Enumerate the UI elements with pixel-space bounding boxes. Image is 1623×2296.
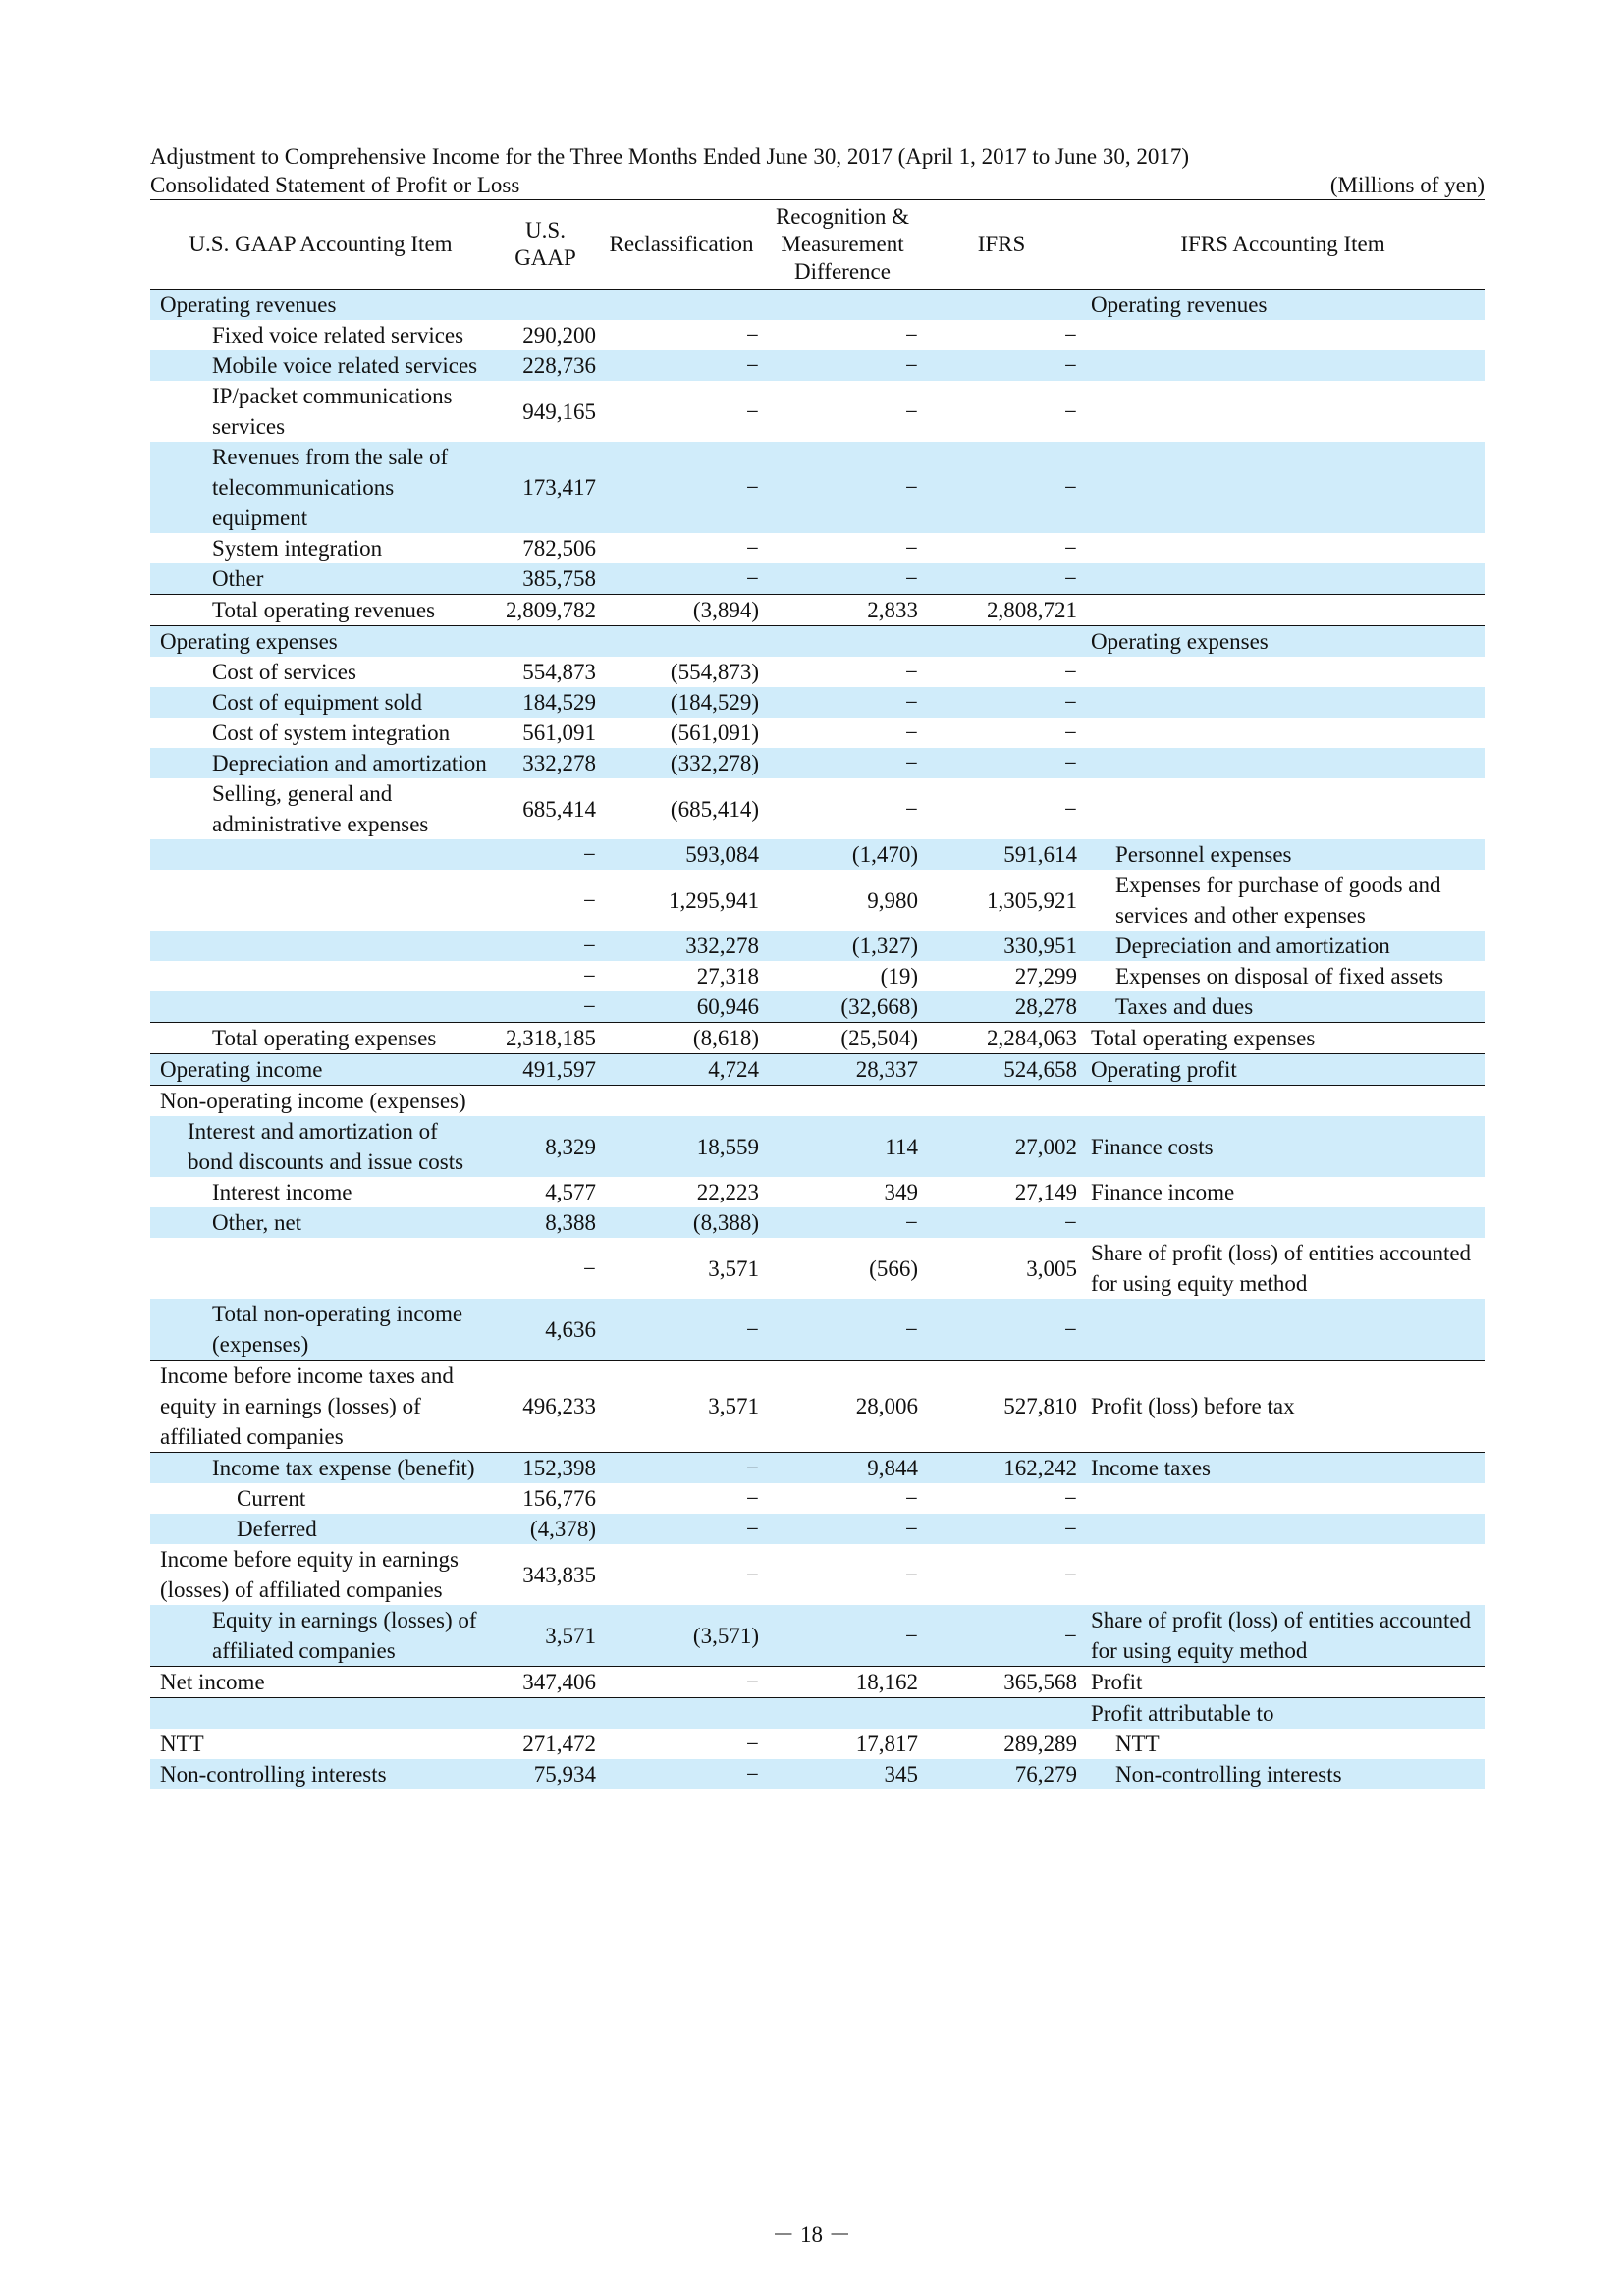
ifrs-item-cell: Personnel expenses (1081, 839, 1485, 870)
ifrs-value-cell: − (1064, 660, 1077, 684)
ifrs-item-cell: Operating revenues (1081, 290, 1485, 321)
recognition-difference-cell: (32,668) (763, 991, 922, 1023)
gaap-value-cell: 561,091 (522, 721, 596, 745)
gaap-value-cell: 554,873 (522, 660, 596, 684)
ifrs-value-cell: − (922, 442, 1081, 533)
table-row (150, 931, 1485, 961)
ifrs-value-cell: − (1064, 399, 1077, 424)
table-row (150, 1729, 1485, 1759)
ifrs-value-cell: − (1064, 796, 1077, 822)
reclassification-cell: − (600, 442, 763, 533)
ifrs-item-cell: Operating expenses (1081, 626, 1485, 658)
table-row (150, 687, 1485, 718)
reclassification-cell: − (600, 350, 763, 381)
ifrs-value-cell: 527,810 (922, 1361, 1081, 1453)
ifrs-item-cell: Expenses for purchase of goods and services and other expenses (1115, 873, 1441, 928)
gaap-item-cell: Net income (150, 1667, 491, 1698)
ifrs-value-cell: − (1064, 323, 1077, 347)
gaap-value-cell: 332,278 (491, 748, 600, 778)
reclassification-cell: (3,571) (600, 1605, 763, 1667)
gaap-item-cell: Operating expenses (150, 626, 491, 658)
recognition-difference-cell: 18,162 (763, 1667, 922, 1698)
table-row (150, 839, 1485, 870)
ifrs-value-cell (922, 290, 1081, 321)
gaap-value-cell: 2,318,185 (491, 1023, 600, 1054)
gaap-value-cell (491, 1698, 600, 1730)
ifrs-value-cell: − (922, 1207, 1081, 1238)
gaap-item-cell (150, 839, 491, 870)
gaap-value-cell: − (491, 839, 600, 870)
recognition-difference-cell (763, 1086, 922, 1117)
table-row (150, 1514, 1485, 1544)
table-row (150, 1667, 1485, 1698)
gaap-value-cell: 173,417 (491, 442, 600, 533)
reclassification-cell: − (746, 536, 759, 561)
gaap-value-cell (491, 290, 600, 321)
table-row (150, 442, 1485, 533)
reclassification-cell: 3,571 (600, 1361, 763, 1453)
col-header-gaap-item: U.S. GAAP Accounting Item (150, 200, 491, 290)
ifrs-item-cell: Profit (loss) before tax (1081, 1361, 1485, 1453)
ifrs-item-cell (1081, 748, 1485, 778)
ifrs-item-cell (1081, 595, 1485, 626)
table-row (150, 1483, 1485, 1514)
gaap-value-cell: (4,378) (491, 1514, 600, 1544)
recognition-difference-cell: − (763, 1514, 922, 1544)
table-row (150, 350, 1485, 381)
reclassification-cell: (561,091) (670, 721, 759, 745)
gaap-value-cell: 184,529 (491, 687, 600, 718)
reclassification-cell: (184,529) (600, 687, 763, 718)
recognition-difference-cell: 28,006 (763, 1361, 922, 1453)
gaap-value-cell: 271,472 (522, 1732, 596, 1756)
reclassification-cell (600, 1698, 763, 1730)
reclassification-cell: 593,084 (600, 839, 763, 870)
ifrs-item-cell (1081, 1299, 1485, 1361)
ifrs-item-cell: Operating profit (1081, 1054, 1485, 1086)
table-row (150, 1238, 1485, 1299)
ifrs-value-cell: 524,658 (922, 1054, 1081, 1086)
ifrs-value-cell (922, 1086, 1081, 1117)
recognition-difference-cell: − (763, 1207, 922, 1238)
ifrs-value-cell: 162,242 (922, 1453, 1081, 1484)
gaap-value-cell: 3,571 (491, 1605, 600, 1667)
table-row (150, 1299, 1485, 1361)
col-header-recognition (763, 200, 922, 290)
table-row (150, 778, 1485, 839)
recognition-difference-cell: − (905, 323, 918, 347)
gaap-value-cell: 75,934 (491, 1759, 600, 1789)
gaap-item-cell: Current (237, 1486, 306, 1511)
ifrs-value-cell: 330,951 (922, 931, 1081, 961)
table-row (150, 595, 1485, 626)
gaap-item-cell: Fixed voice related services (212, 323, 464, 347)
table-row (150, 290, 1485, 321)
gaap-item-cell: Interest income (212, 1180, 352, 1204)
gaap-item-cell: IP/packet communications services (212, 384, 453, 439)
reclassification-cell: (8,388) (600, 1207, 763, 1238)
recognition-difference-cell: − (763, 350, 922, 381)
ifrs-item-cell: Profit (1081, 1667, 1485, 1698)
gaap-value-cell: − (583, 1255, 596, 1281)
recognition-difference-cell: − (905, 1486, 918, 1511)
col-header-reclassification: Reclassification (600, 200, 763, 290)
ifrs-value-cell: − (1064, 1562, 1077, 1587)
gaap-value-cell: − (583, 964, 596, 988)
ifrs-value-cell: 289,289 (1003, 1732, 1077, 1756)
recognition-difference-cell: 349 (884, 1180, 918, 1204)
gaap-item-cell: Interest and amortization of bond discounts and issue costs (150, 1116, 491, 1177)
gaap-value-cell: 385,758 (491, 563, 600, 595)
gaap-value-cell: 347,406 (491, 1667, 600, 1698)
reclassification-cell: − (746, 323, 759, 347)
gaap-value-cell: 228,736 (491, 350, 600, 381)
ifrs-item-cell: Taxes and dues (1081, 991, 1485, 1023)
ifrs-item-cell (1081, 442, 1485, 533)
ifrs-value-cell: − (1064, 1486, 1077, 1511)
ifrs-value-cell: 2,284,063 (922, 1023, 1081, 1054)
recognition-difference-cell: − (763, 1299, 922, 1361)
ifrs-item-cell (1081, 718, 1485, 748)
recognition-difference-cell: − (763, 1605, 922, 1667)
ifrs-value-cell: 28,278 (922, 991, 1081, 1023)
reclassification-cell: (685,414) (670, 796, 759, 822)
ifrs-value-cell: − (922, 748, 1081, 778)
recognition-difference-cell: (1,327) (763, 931, 922, 961)
recognition-difference-cell: (566) (869, 1255, 918, 1281)
table-row (150, 961, 1485, 991)
ifrs-item-cell: Non-controlling interests (1081, 1759, 1485, 1789)
ifrs-value-cell: 1,305,921 (987, 887, 1077, 913)
ifrs-item-cell: Depreciation and amortization (1081, 931, 1485, 961)
reclassification-cell: 60,946 (600, 991, 763, 1023)
reconciliation-table (150, 200, 1485, 1789)
gaap-item-cell (150, 1238, 491, 1299)
gaap-item-cell: Cost of system integration (212, 721, 451, 745)
reclassification-cell: − (600, 1453, 763, 1484)
ifrs-item-cell: NTT (1115, 1732, 1160, 1756)
gaap-value-cell: 2,809,782 (491, 595, 600, 626)
recognition-difference-cell: 9,980 (867, 887, 918, 913)
gaap-item-cell: Income tax expense (benefit) (150, 1453, 491, 1484)
ifrs-item-cell (1081, 687, 1485, 718)
ifrs-item-cell: Share of profit (loss) of entities accounted for using equity method (1081, 1605, 1485, 1667)
gaap-value-cell: 8,388 (491, 1207, 600, 1238)
table-row (150, 1177, 1485, 1207)
table-row (150, 1698, 1485, 1730)
table-row (150, 1086, 1485, 1117)
gaap-item-cell: Other (150, 563, 491, 595)
gaap-item-cell: Non-controlling interests (150, 1759, 491, 1789)
gaap-item-cell (150, 961, 491, 991)
col-header-recognition-line: Difference (794, 259, 891, 284)
reclassification-cell (600, 626, 763, 658)
reclassification-cell: (3,894) (600, 595, 763, 626)
gaap-item-cell: Mobile voice related services (150, 350, 491, 381)
table-row (150, 1207, 1485, 1238)
reclassification-cell: 22,223 (696, 1180, 759, 1204)
table-header-row (150, 200, 1485, 290)
reclassification-cell: − (746, 399, 759, 424)
gaap-item-cell: Total operating expenses (150, 1023, 491, 1054)
recognition-difference-cell: − (763, 687, 922, 718)
recognition-difference-cell: 114 (763, 1116, 922, 1177)
ifrs-value-cell: − (922, 1605, 1081, 1667)
reclassification-cell: 18,559 (600, 1116, 763, 1177)
ifrs-value-cell: − (922, 1299, 1081, 1361)
gaap-item-cell: Operating revenues (150, 290, 491, 321)
gaap-item-cell: Equity in earnings (losses) of affiliated companies (150, 1605, 491, 1667)
ifrs-item-cell (1081, 1544, 1485, 1605)
recognition-difference-cell: (1,470) (763, 839, 922, 870)
reclassification-cell: − (746, 1732, 759, 1756)
ifrs-value-cell: − (1064, 721, 1077, 745)
table-row (150, 381, 1485, 442)
gaap-value-cell (491, 1086, 600, 1117)
reclassification-cell: (8,618) (600, 1023, 763, 1054)
gaap-value-cell: − (583, 887, 596, 913)
ifrs-value-cell: 3,005 (1026, 1255, 1077, 1281)
table-row (150, 1054, 1485, 1086)
ifrs-item-cell: Expenses on disposal of fixed assets (1115, 964, 1444, 988)
ifrs-item-cell: Profit attributable to (1081, 1698, 1485, 1730)
table-row (150, 1023, 1485, 1054)
gaap-item-cell: Operating income (150, 1054, 491, 1086)
table-row (150, 626, 1485, 658)
ifrs-item-cell: Total operating expenses (1081, 1023, 1485, 1054)
col-header-gaap: U.S. GAAP (491, 200, 600, 290)
gaap-value-cell: 685,414 (522, 796, 596, 822)
recognition-difference-cell (763, 626, 922, 658)
gaap-value-cell: 156,776 (522, 1486, 596, 1511)
table-row (150, 991, 1485, 1023)
col-header-recognition-line: Recognition & (775, 204, 910, 229)
gaap-value-cell: 782,506 (522, 536, 596, 561)
col-header-ifrs: IFRS (922, 200, 1081, 290)
recognition-difference-cell: 9,844 (763, 1453, 922, 1484)
table-row (150, 563, 1485, 595)
recognition-difference-cell: (25,504) (763, 1023, 922, 1054)
reclassification-cell: 27,318 (696, 964, 759, 988)
recognition-difference-cell: 345 (763, 1759, 922, 1789)
reclassification-cell: 1,295,941 (669, 887, 759, 913)
gaap-value-cell: 152,398 (491, 1453, 600, 1484)
ifrs-item-cell (1081, 778, 1485, 839)
recognition-difference-cell: − (905, 796, 918, 822)
reclassification-cell: (554,873) (670, 660, 759, 684)
reclassification-cell: − (600, 1759, 763, 1789)
gaap-item-cell (150, 870, 491, 931)
recognition-difference-cell: − (905, 1562, 918, 1587)
gaap-item-cell: Total operating revenues (150, 595, 491, 626)
gaap-item-cell: Income before income taxes and equity in earnings (losses) of affiliated companies (150, 1361, 491, 1453)
ifrs-value-cell: 591,614 (922, 839, 1081, 870)
ifrs-item-cell (1081, 320, 1485, 350)
statement-name: Consolidated Statement of Profit or Loss (150, 173, 520, 197)
reclassification-cell: 332,278 (600, 931, 763, 961)
gaap-value-cell: 8,329 (491, 1116, 600, 1177)
recognition-difference-cell: 17,817 (855, 1732, 918, 1756)
ifrs-item-cell (1081, 350, 1485, 381)
gaap-value-cell: 343,835 (522, 1562, 596, 1587)
reclassification-cell: − (600, 1667, 763, 1698)
ifrs-item-cell: Finance income (1091, 1180, 1235, 1204)
recognition-difference-cell: − (905, 721, 918, 745)
reclassification-cell: (332,278) (600, 748, 763, 778)
ifrs-value-cell: − (922, 563, 1081, 595)
table-row (150, 1544, 1485, 1605)
recognition-difference-cell: − (905, 399, 918, 424)
recognition-difference-cell: − (763, 748, 922, 778)
ifrs-value-cell: 2,808,721 (922, 595, 1081, 626)
gaap-value-cell: 4,577 (545, 1180, 596, 1204)
gaap-item-cell: Depreciation and amortization (150, 748, 491, 778)
ifrs-value-cell: − (922, 687, 1081, 718)
ifrs-value-cell: − (922, 350, 1081, 381)
ifrs-item-cell (1081, 1086, 1485, 1117)
table-row (150, 748, 1485, 778)
ifrs-item-cell: Income taxes (1081, 1453, 1485, 1484)
gaap-item-cell: Other, net (150, 1207, 491, 1238)
gaap-item-cell: Cost of services (212, 660, 356, 684)
recognition-difference-cell: − (905, 660, 918, 684)
table-body (150, 290, 1485, 1790)
table-row (150, 1453, 1485, 1484)
ifrs-value-cell: 27,002 (922, 1116, 1081, 1177)
gaap-item-cell: Total non-operating income (expenses) (150, 1299, 491, 1361)
recognition-difference-cell: − (763, 563, 922, 595)
units-label: (Millions of yen) (1329, 173, 1485, 197)
table-row (150, 320, 1485, 350)
gaap-item-cell: Deferred (150, 1514, 491, 1544)
reclassification-cell: 4,724 (600, 1054, 763, 1086)
gaap-value-cell: 949,165 (522, 399, 596, 424)
ifrs-item-cell (1081, 381, 1485, 442)
gaap-item-cell: Income before equity in earnings (losses) of affiliated companies (160, 1547, 459, 1602)
gaap-value-cell: 290,200 (522, 323, 596, 347)
gaap-value-cell: − (491, 991, 600, 1023)
recognition-difference-cell (763, 290, 922, 321)
ifrs-item-cell: Share of profit (loss) of entities accounted for using equity method (1091, 1241, 1472, 1296)
ifrs-item-cell (1081, 533, 1485, 563)
gaap-value-cell: − (491, 931, 600, 961)
gaap-item-cell: Cost of equipment sold (150, 687, 491, 718)
gaap-item-cell: Selling, general and administrative expenses (212, 781, 429, 836)
document-page (150, 142, 1485, 1789)
recognition-difference-cell: (19) (880, 964, 918, 988)
recognition-difference-cell: − (763, 442, 922, 533)
ifrs-value-cell: 365,568 (922, 1667, 1081, 1698)
col-header-ifrs-item: IFRS Accounting Item (1081, 200, 1485, 290)
ifrs-value-cell: − (922, 1514, 1081, 1544)
gaap-item-cell (150, 931, 491, 961)
ifrs-value-cell: 76,279 (922, 1759, 1081, 1789)
ifrs-item-cell (1081, 563, 1485, 595)
table-row (150, 1361, 1485, 1453)
recognition-difference-cell (763, 1698, 922, 1730)
reclassification-cell: − (600, 1514, 763, 1544)
page-number: － 18 － (772, 2222, 851, 2247)
col-header-recognition-line: Measurement (781, 232, 904, 256)
ifrs-item-cell: Finance costs (1081, 1116, 1485, 1177)
ifrs-item-cell (1081, 1483, 1485, 1514)
gaap-item-cell: System integration (212, 536, 383, 561)
table-row (150, 870, 1485, 931)
reclassification-cell: − (600, 563, 763, 595)
table-row (150, 1116, 1485, 1177)
gaap-item-cell (150, 1698, 491, 1730)
recognition-difference-cell: 2,833 (763, 595, 922, 626)
gaap-value-cell (491, 626, 600, 658)
gaap-item-cell: NTT (160, 1732, 204, 1756)
gaap-item-cell: Non-operating income (expenses) (160, 1089, 466, 1113)
ifrs-value-cell: − (1064, 536, 1077, 561)
gaap-value-cell: 4,636 (491, 1299, 600, 1361)
reclassification-cell: 3,571 (708, 1255, 759, 1281)
statement-header (150, 171, 1485, 200)
ifrs-item-cell (1081, 1207, 1485, 1238)
recognition-difference-cell: − (905, 536, 918, 561)
reclassification-cell: − (746, 1486, 759, 1511)
reclassification-cell: − (746, 1562, 759, 1587)
gaap-item-cell (150, 991, 491, 1023)
table-row (150, 533, 1485, 563)
ifrs-value-cell: 27,299 (1014, 964, 1077, 988)
gaap-value-cell: 496,233 (491, 1361, 600, 1453)
table-row (150, 1605, 1485, 1667)
recognition-difference-cell: 28,337 (763, 1054, 922, 1086)
document-title: Adjustment to Comprehensive Income for the Three Months Ended June 30, 2017 (April 1, 2017 to June 30, 2017) (150, 144, 1190, 169)
table-row (150, 657, 1485, 687)
ifrs-value-cell (922, 1698, 1081, 1730)
reclassification-cell (600, 1086, 763, 1117)
ifrs-value-cell: 27,149 (1014, 1180, 1077, 1204)
ifrs-item-cell (1081, 657, 1485, 687)
reclassification-cell: − (600, 1299, 763, 1361)
table-row (150, 718, 1485, 748)
reclassification-cell (600, 290, 763, 321)
gaap-value-cell: 491,597 (491, 1054, 600, 1086)
table-row (150, 1759, 1485, 1789)
ifrs-item-cell (1081, 1514, 1485, 1544)
ifrs-value-cell (922, 626, 1081, 658)
gaap-item-cell: Revenues from the sale of telecommunications equipment (150, 442, 491, 533)
